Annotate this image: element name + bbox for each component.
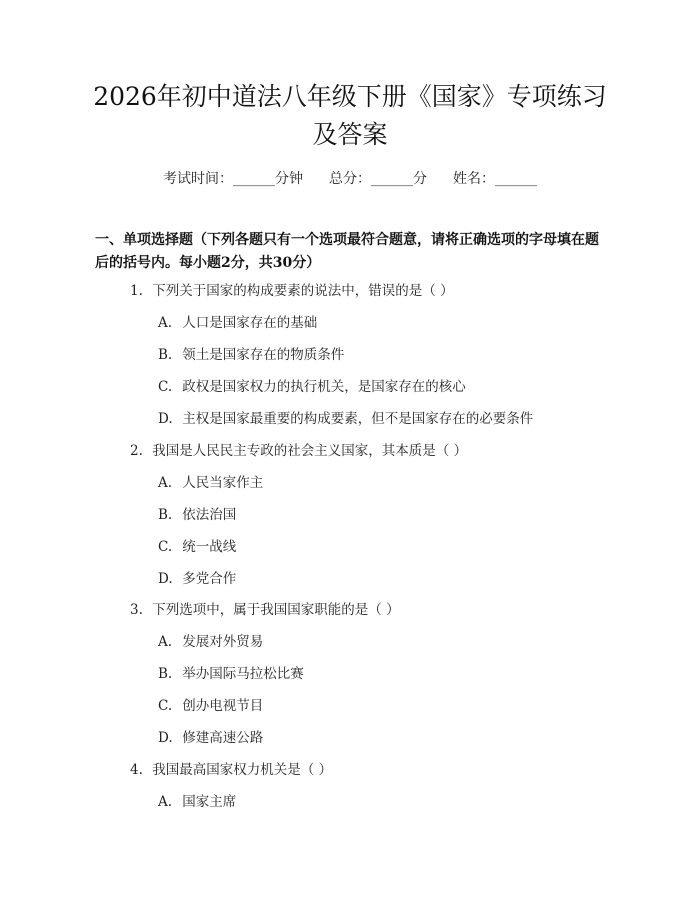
question-text: 我国最高国家权力机关是（ ） xyxy=(152,762,333,778)
question-4 xyxy=(130,761,600,779)
option-text: 依法治国 xyxy=(182,507,237,523)
question-text: 下列选项中，属于我国国家职能的是（ ） xyxy=(152,602,400,618)
question-3-option-a xyxy=(158,633,598,651)
question-2-option-c xyxy=(158,538,598,556)
question-2-option-a xyxy=(158,474,598,492)
exam-time-field: 考试时间：______分钟 xyxy=(163,171,303,187)
option-text: 主权是国家最重要的构成要素，但不是国家存在的必要条件 xyxy=(182,411,534,427)
option-text: 统一战线 xyxy=(182,539,237,555)
option-text: 政权是国家权力的执行机关，是国家存在的核心 xyxy=(182,379,466,395)
option-text: 领土是国家存在的物质条件 xyxy=(182,347,345,363)
option-letter: D. xyxy=(158,730,173,746)
option-text: 国家主席 xyxy=(182,794,237,810)
question-number: 4. xyxy=(130,762,143,778)
option-letter: C. xyxy=(158,698,173,714)
question-3-option-b xyxy=(158,665,598,683)
option-text: 修建高速公路 xyxy=(182,730,264,746)
question-number: 3. xyxy=(130,602,143,618)
question-2-option-b xyxy=(158,506,598,524)
question-number: 2. xyxy=(130,443,143,459)
total-score-field: 总分：______分 xyxy=(329,171,427,187)
option-letter: A. xyxy=(158,794,173,810)
option-text: 人口是国家存在的基础 xyxy=(182,315,318,331)
option-letter: C. xyxy=(158,539,173,555)
question-2-option-d xyxy=(158,570,598,588)
option-letter: A. xyxy=(158,315,173,331)
question-1-option-d xyxy=(158,410,598,428)
question-3 xyxy=(130,601,600,619)
option-letter: B. xyxy=(158,507,173,523)
option-letter: C. xyxy=(158,379,173,395)
question-1-option-a xyxy=(158,314,598,332)
question-2 xyxy=(130,442,600,460)
question-3-option-d xyxy=(158,729,598,747)
option-letter: D. xyxy=(158,411,173,427)
question-number: 1. xyxy=(130,283,143,299)
option-text: 创办电视节目 xyxy=(182,698,264,714)
option-letter: A. xyxy=(158,475,173,491)
question-text: 下列关于国家的构成要素的说法中，错误的是（ ） xyxy=(152,283,454,299)
section-heading: 一、单项选择题（下列各题只有一个选项最符合题意，请将正确选项的字母填在题后的括号内。每小题2分，共30分） xyxy=(95,232,599,271)
option-letter: B. xyxy=(158,347,173,363)
option-letter: A. xyxy=(158,634,173,650)
option-letter: D. xyxy=(158,571,173,587)
question-3-option-c xyxy=(158,697,598,715)
option-letter: B. xyxy=(158,666,173,682)
option-text: 发展对外贸易 xyxy=(182,634,264,650)
option-text: 多党合作 xyxy=(182,571,237,587)
exam-meta xyxy=(0,170,700,188)
student-name-field: 姓名：______ xyxy=(453,171,537,187)
question-1-option-c xyxy=(158,378,598,396)
document-title: 2026年初中道法八年级下册《国家》专项练习及答案 xyxy=(93,82,607,149)
question-1 xyxy=(130,282,600,300)
question-1-option-b xyxy=(158,346,598,364)
question-text: 我国是人民民主专政的社会主义国家，其本质是（ ） xyxy=(152,443,468,459)
option-text: 人民当家作主 xyxy=(182,475,264,491)
question-4-option-a xyxy=(158,793,598,811)
option-text: 举办国际马拉松比赛 xyxy=(182,666,304,682)
